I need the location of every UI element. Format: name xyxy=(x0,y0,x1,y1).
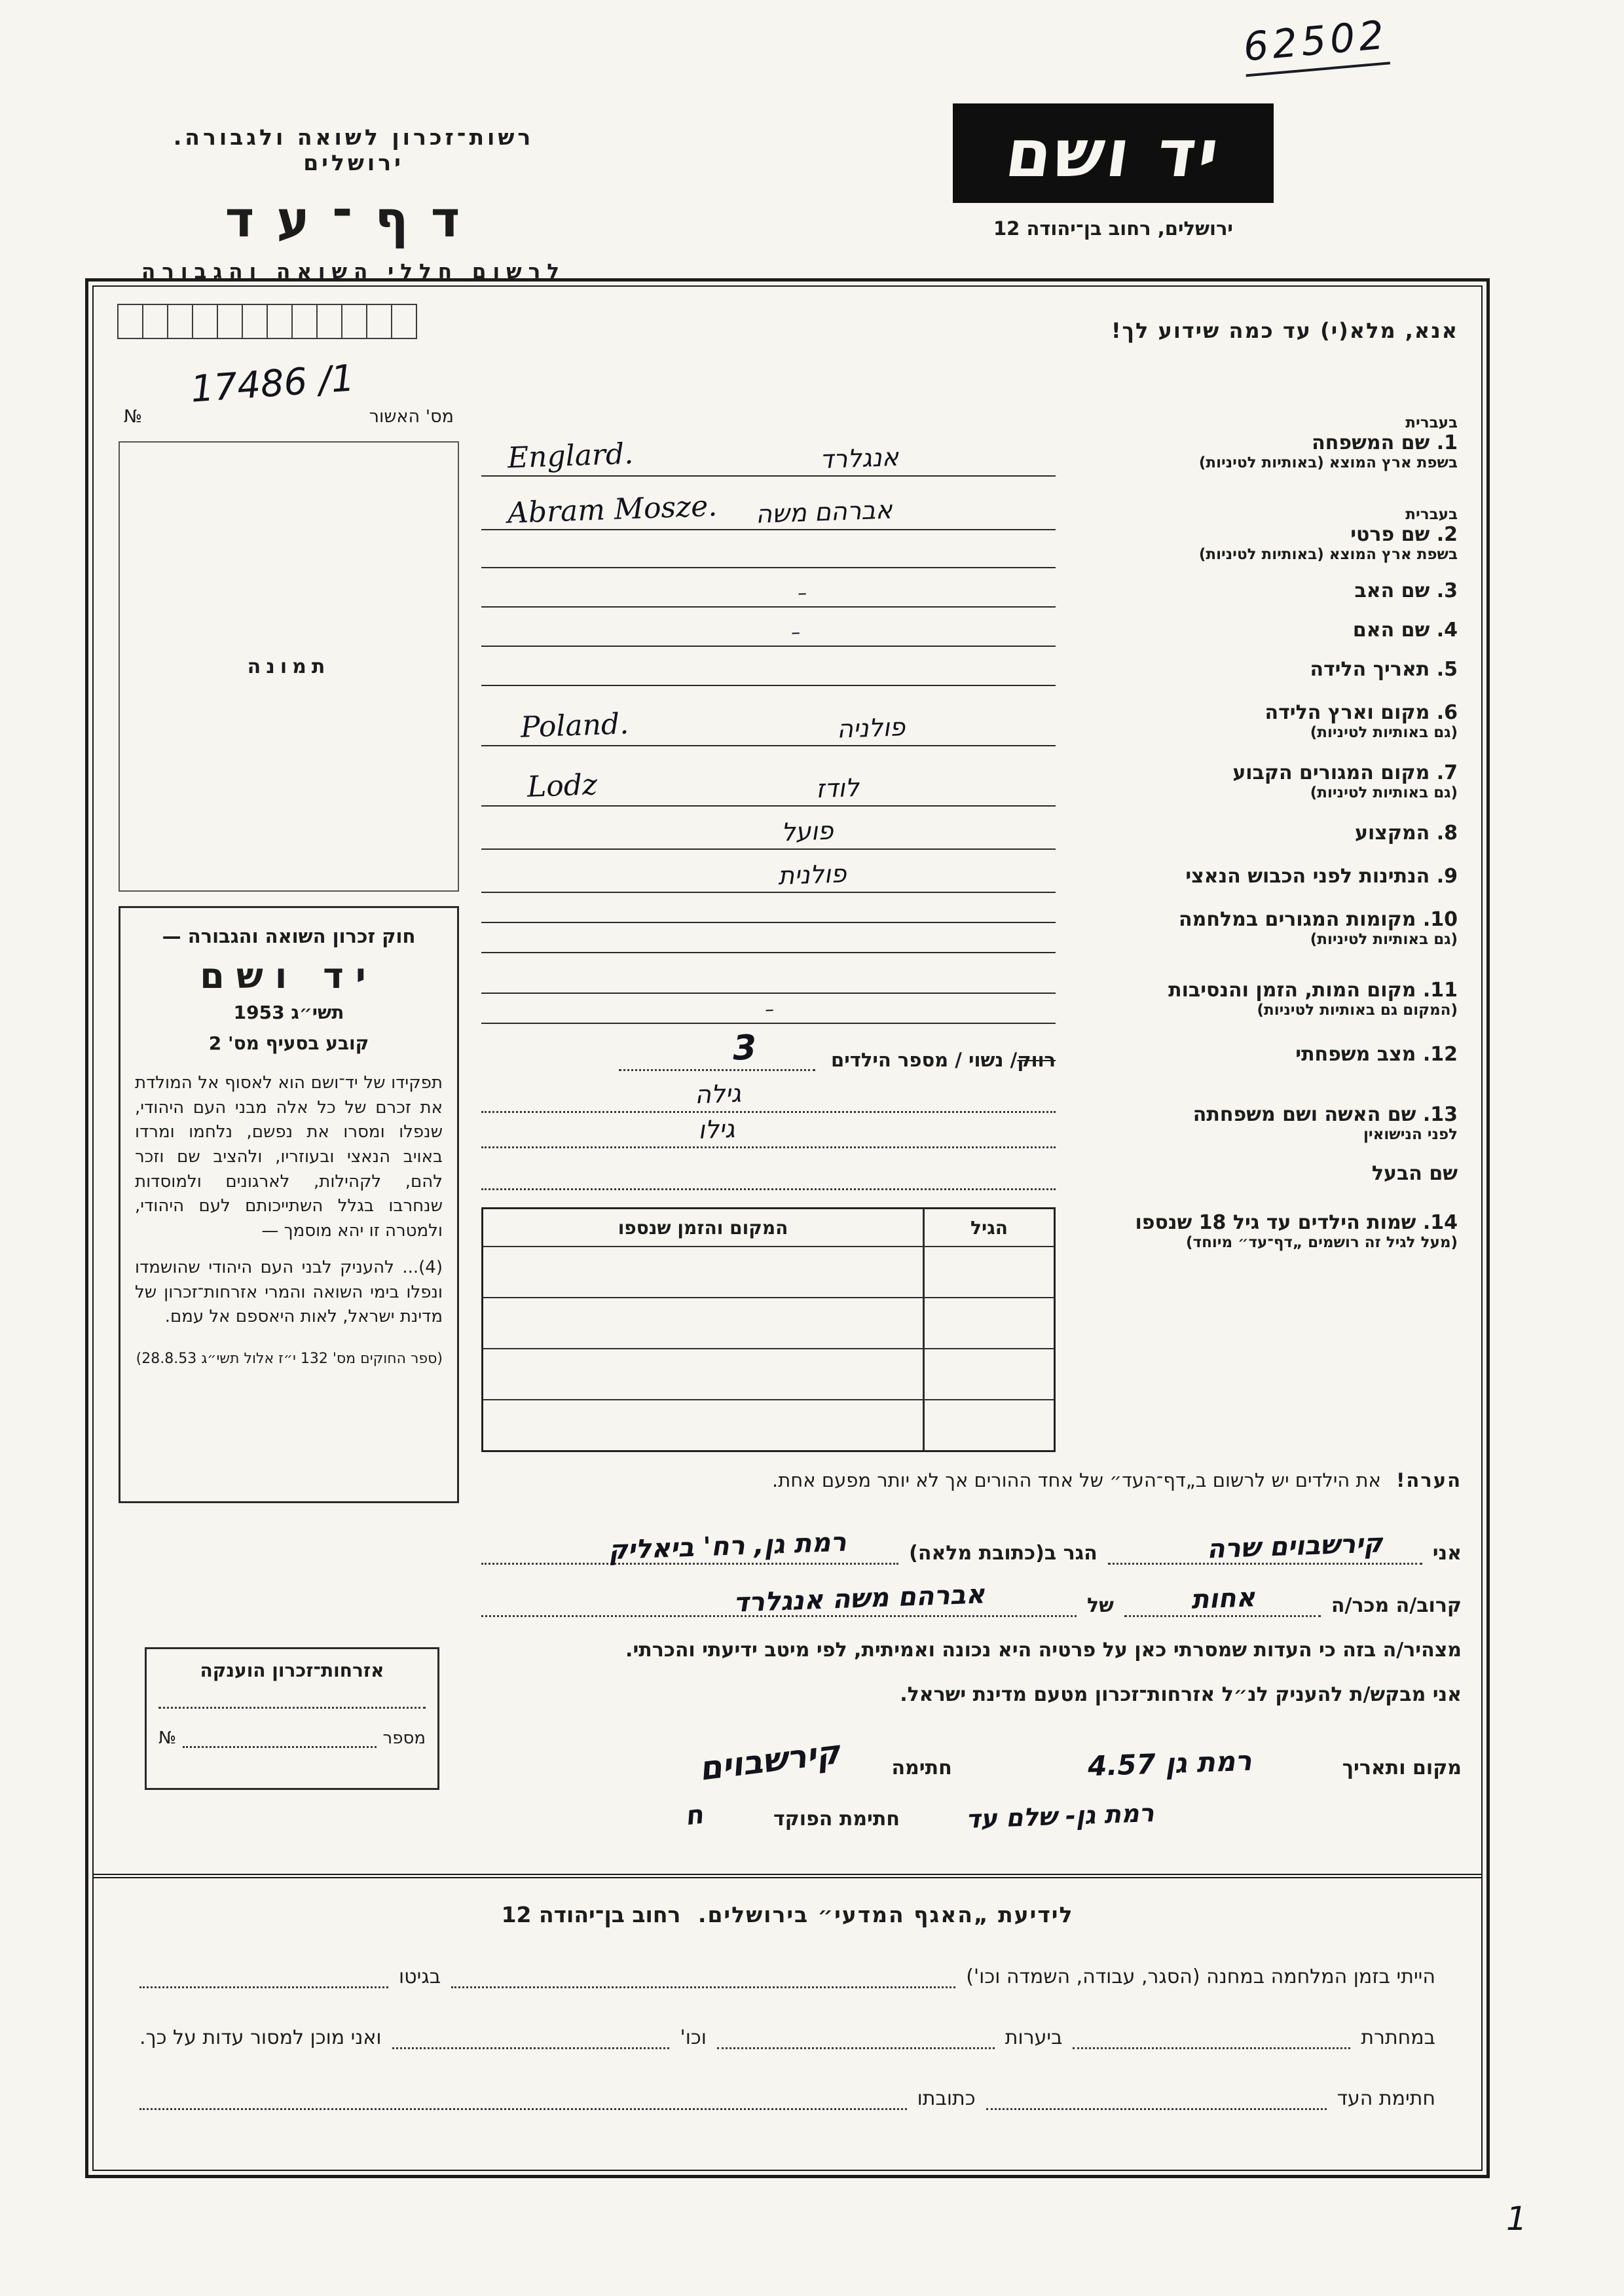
fill-instruction: אנא, מלא(י) עד כמה שידוע לך! xyxy=(1111,318,1458,343)
handwritten-victim-name: אברהם משה אנגלרד xyxy=(733,1579,986,1618)
underground-row xyxy=(139,2026,1435,2049)
field-birth-date xyxy=(481,647,1462,686)
yad-vashem-logo xyxy=(953,103,1274,203)
scientific-dept-section xyxy=(94,1874,1481,2170)
handwritten-document-number: 62502 xyxy=(1242,12,1390,77)
law-section: קובע בסעיף מס' 2 xyxy=(208,1032,369,1054)
number-label: מספר xyxy=(382,1728,426,1748)
answer-line xyxy=(481,648,1056,686)
logo-text: יד ושם xyxy=(1001,115,1226,192)
office-box xyxy=(242,304,268,339)
underground-line xyxy=(1073,2027,1350,2049)
witness-address-line xyxy=(481,1527,898,1566)
column-age: הגיל xyxy=(923,1209,1054,1246)
field-father-name xyxy=(481,568,1462,608)
law-heading: חוק זכרון השואה והגבורה — xyxy=(162,925,416,947)
field-wartime-residences xyxy=(481,893,1462,953)
field-label: 14. שמות הילדים עד גיל 18 שנספו xyxy=(1135,1211,1458,1234)
handwritten-birth-place-latin: Poland. xyxy=(520,707,629,744)
label-relative: קרוב/ה מכר/ה xyxy=(1331,1594,1462,1617)
handwritten-residence-latin: Lodz xyxy=(526,768,598,804)
note-line xyxy=(481,1469,1462,1491)
field-sub-label: בשפת ארץ המוצא (באותיות לטיניות) xyxy=(1198,546,1458,563)
field-sub-label: (המקום גם באותיות לטיניות) xyxy=(1257,1002,1458,1019)
field-label: 4. שם האם xyxy=(1352,619,1458,642)
label-ghetto: בגיטו xyxy=(399,1965,441,1988)
field-sub-label: בעברית xyxy=(1405,506,1458,523)
forests-line xyxy=(717,2027,995,2049)
answer-line xyxy=(481,812,1056,850)
label-clerk-signature: חתימת הפוקד xyxy=(773,1808,900,1831)
declaration-identity-row xyxy=(481,1512,1462,1565)
field-husband-name xyxy=(481,1148,1462,1190)
office-box xyxy=(366,304,392,339)
label-place-date: מקום ותאריך xyxy=(1342,1757,1462,1779)
photo-box xyxy=(119,441,459,892)
law-footnote: (ספר החוקים מס' 132 י״ז אלול תשי״ג 28.8.53) xyxy=(136,1350,443,1367)
bottom-heading-bold: לידיעת „האגף המדעי״ בירושלים. xyxy=(697,1902,1074,1927)
handwritten-mark: – xyxy=(764,998,775,1021)
office-use-boxes xyxy=(119,304,417,339)
office-box xyxy=(341,304,367,339)
number-line xyxy=(183,1724,377,1748)
ghetto-line xyxy=(139,1966,388,1988)
camp-line xyxy=(451,1966,955,1988)
handwritten-first-name-latin: Abram Mosze. xyxy=(507,489,718,530)
label-etc: וכו' xyxy=(680,2026,707,2049)
field-sub-label: בשפת ארץ המוצא (באותיות לטיניות) xyxy=(1198,454,1458,471)
field-label: 3. שם האב xyxy=(1354,579,1458,602)
handwritten-clerk-note: רמת גן- שלם עד xyxy=(965,1798,1154,1834)
answer-line xyxy=(481,530,1056,568)
field-label: 9. הנתינות לפני הכבוש הנאצי xyxy=(1185,865,1458,888)
victim-name-line xyxy=(481,1579,1077,1618)
handwritten-family-name-latin: Englard. xyxy=(507,437,634,475)
handwritten-approval-number: 17486 /1 xyxy=(189,357,356,411)
label-witness-signature: חתימת העד xyxy=(1337,2087,1435,2110)
answer-line xyxy=(481,1078,1056,1113)
place-date-area xyxy=(964,1740,1331,1783)
signature-area xyxy=(481,1733,879,1788)
office-box xyxy=(117,304,143,339)
answer-line xyxy=(481,893,1056,923)
field-label: 12. מצב משפחתי xyxy=(1295,1043,1458,1066)
main-form-frame xyxy=(85,278,1490,2178)
answer-line xyxy=(481,439,1056,477)
field-sub-label: (מעל לגיל זה רושמים „דף־עד״ מיוחד) xyxy=(1186,1234,1458,1251)
main-form xyxy=(92,285,1483,2171)
field-label: 10. מקומות המגורים במלחמה xyxy=(1179,908,1458,931)
handwritten-birth-place-hebrew: פולניה xyxy=(836,712,906,744)
field-wife-name xyxy=(481,1071,1462,1148)
field-label: 5. תאריך הלידה xyxy=(1310,658,1458,681)
label-witness-address: כתובתו xyxy=(917,2087,976,2110)
citizenship-box-title: אזרחות־זכרון הוענקה xyxy=(200,1660,384,1681)
handwritten-wife-name: גילה xyxy=(694,1078,742,1110)
etc-line xyxy=(392,2027,670,2049)
answer-line xyxy=(481,923,1056,953)
office-box xyxy=(142,304,168,339)
answer-line xyxy=(481,994,1056,1024)
field-mother-name xyxy=(481,608,1462,647)
field-first-name xyxy=(481,477,1462,568)
office-box xyxy=(167,304,193,339)
label-of: של xyxy=(1087,1594,1114,1617)
label-underground: במחתרת xyxy=(1361,2026,1435,2049)
office-box xyxy=(267,304,293,339)
numero-symbol: № xyxy=(158,1728,177,1748)
handwritten-profession: פועל xyxy=(780,816,834,847)
declaration-statement: מצהיר/ה בזה כי העדות שמסרתי כאן על פרטיה היא נכונה ואמיתית, לפי מיטב ידיעתי והכרתי. xyxy=(625,1639,1462,1662)
column-place-time: המקום והזמן שנספו xyxy=(618,1216,788,1239)
witness-signature-line xyxy=(986,2088,1327,2110)
label-i: אני xyxy=(1432,1542,1462,1565)
witness-signature-row xyxy=(139,2087,1435,2110)
table-row xyxy=(483,1348,1054,1399)
field-birth-place xyxy=(481,686,1462,746)
field-sub-label: (גם באותיות לטיניות) xyxy=(1310,724,1458,741)
field-label: 2. שם פרטי xyxy=(1350,523,1458,546)
clerk-signature-area xyxy=(591,1791,762,1831)
handwritten-children-count: 3 xyxy=(731,1028,758,1068)
fields-area xyxy=(481,385,1462,1834)
field-death-place xyxy=(481,953,1462,1024)
law-logo-text: יד ושם xyxy=(200,955,378,996)
children-count-line xyxy=(619,1028,815,1071)
office-box xyxy=(217,304,243,339)
handwritten-signature: קירשבוים xyxy=(697,1733,843,1788)
bottom-heading xyxy=(139,1902,1435,1927)
field-family-name xyxy=(481,385,1462,477)
approval-label: מס' האשור xyxy=(369,407,454,427)
field-label: 13. שם האשה ושם משפחתה xyxy=(1192,1103,1458,1126)
declaration-request: אני מבקש/ת להעניק לנ״ל אזרחות־זכרון מטעם מדינת ישראל. xyxy=(900,1683,1462,1706)
answer-line xyxy=(481,769,1056,807)
answer-line xyxy=(481,855,1056,893)
handwritten-family-name-hebrew: אנגלרד xyxy=(819,442,899,475)
numero-symbol: № xyxy=(124,407,143,427)
memorial-citizenship-box xyxy=(145,1647,439,1790)
handwritten-first-name-hebrew: אברהם משה xyxy=(754,495,893,529)
field-sub-label: לפני הנישואין xyxy=(1363,1126,1458,1143)
law-year: תשי״ג 1953 xyxy=(233,1002,344,1023)
field-label: שם הבעל xyxy=(1371,1162,1458,1185)
answer-line xyxy=(481,570,1056,608)
label-willing: ואני מוכן למסור עדות על כך. xyxy=(139,2026,382,2049)
handwritten-nationality: פולנית xyxy=(777,859,847,890)
children-table xyxy=(481,1207,1056,1452)
handwritten-residence-hebrew: לודז xyxy=(815,773,860,804)
bottom-heading-rest: רחוב בן־יהודה 12 xyxy=(501,1902,681,1927)
law-clause: (4)... להעניק לבני העם היהודי שהושמדו ונפלו בימי השואה והמרי אזרחות־זכרון של מדינת ישראל, לאות היאספם אל עמם. xyxy=(135,1257,443,1327)
handwritten-witness-address: רמת גן, רח' ביאליק xyxy=(607,1527,847,1566)
form-subtitle: לרשום חללי השואה והגבורה xyxy=(141,260,566,283)
office-box xyxy=(291,304,318,339)
field-residence xyxy=(481,746,1462,807)
answer-line xyxy=(481,609,1056,647)
law-paragraph: תפקידו של יד־ושם הוא לאסוף אל המולדת את זכרם של כל אלה מבני העם היהודי, שנפלו ומסרו את נפשם, נלחמו ומרדו באויב הנאצי ובעוזריו, ולהציב שם וזכר להם, לקהילות, לארגונים ולמוסדות שנחרבו בגלל השתייכותם לעם היהודי, ולמטרה זו יהא מוסמך — xyxy=(135,1073,443,1241)
field-marital-status xyxy=(481,1024,1462,1071)
handwritten-clerk-mark: ח xyxy=(682,1799,705,1832)
relation-line xyxy=(1124,1582,1321,1617)
camp-ghetto-row xyxy=(139,1965,1435,1988)
table-row xyxy=(483,1399,1054,1450)
answer-line xyxy=(481,1113,1056,1148)
handwritten-mark: – xyxy=(797,581,807,604)
field-label: 6. מקום וארץ הלידה xyxy=(1264,701,1458,724)
answer-line xyxy=(481,1155,1056,1190)
field-children-names xyxy=(481,1207,1462,1452)
label-forests: ביערות xyxy=(1005,2026,1063,2049)
office-box xyxy=(316,304,342,339)
witness-address-line xyxy=(139,2088,907,2110)
witness-name-line xyxy=(1108,1528,1422,1565)
form-title: דף־עד xyxy=(225,190,483,248)
option-single: רווק xyxy=(1017,1049,1056,1071)
label-camp: הייתי בזמן המלחמה במחנה (הסגר, עבודה, השמדה וכו') xyxy=(966,1965,1435,1988)
handwritten-wife-name-2: גילו xyxy=(697,1114,735,1144)
authority-line: רשות־זכרון לשואה ולגבורה. ירושלים xyxy=(173,124,534,175)
photo-label: תמונה xyxy=(247,655,331,678)
table-row xyxy=(483,1297,1054,1348)
place-date-signature-row xyxy=(481,1719,1462,1788)
field-nationality xyxy=(481,850,1462,893)
option-married-children: / נשוי / מספר הילדים xyxy=(831,1049,1018,1071)
label-resides: הגר ב(כתובת מלאה) xyxy=(909,1542,1098,1565)
approval-number-block xyxy=(119,357,459,431)
note-title: הערה! xyxy=(1396,1469,1462,1491)
office-box xyxy=(391,304,417,339)
office-box xyxy=(192,304,218,339)
field-sub-label: בעברית xyxy=(1405,414,1458,431)
declaration-relation-row xyxy=(481,1565,1462,1617)
handwritten-page-number: 1 xyxy=(1506,2200,1527,2238)
clerk-note-area xyxy=(912,1791,1160,1834)
masthead xyxy=(138,124,570,283)
label-signature: חתימה xyxy=(891,1757,952,1779)
address-line: ירושלים, רחוב בן־יהודה 12 xyxy=(993,217,1233,240)
note-text: את הילדים יש לרשום ב„דף־העד״ של אחד ההורים אך לא יותר מפעם אחת. xyxy=(772,1469,1381,1491)
law-excerpt-box xyxy=(119,906,459,1503)
handwritten-mark: – xyxy=(790,621,801,644)
clerk-signature-row xyxy=(481,1779,1462,1834)
field-label: 7. מקום המגורים הקבוע xyxy=(1232,761,1458,784)
answer-line xyxy=(481,708,1056,746)
field-sub-label: (גם באותיות לטיניות) xyxy=(1310,784,1458,801)
field-sub-label: (גם באותיות לטיניות) xyxy=(1310,931,1458,948)
handwritten-witness-name: קירשבוים שרה xyxy=(1206,1528,1384,1565)
answer-line xyxy=(481,489,1056,530)
answer-line xyxy=(481,964,1056,994)
field-label: 1. שם המשפחה xyxy=(1312,431,1458,454)
table-row xyxy=(483,1246,1054,1297)
citizenship-line xyxy=(158,1681,426,1709)
handwritten-relation: אחות xyxy=(1190,1582,1256,1615)
handwritten-place-date: רמת גן 4.57 xyxy=(1087,1744,1253,1783)
field-label: 11. מקום המות, הזמן והנסיבות xyxy=(1168,979,1458,1002)
field-profession xyxy=(481,807,1462,850)
field-label: 8. המקצוע xyxy=(1355,822,1458,845)
